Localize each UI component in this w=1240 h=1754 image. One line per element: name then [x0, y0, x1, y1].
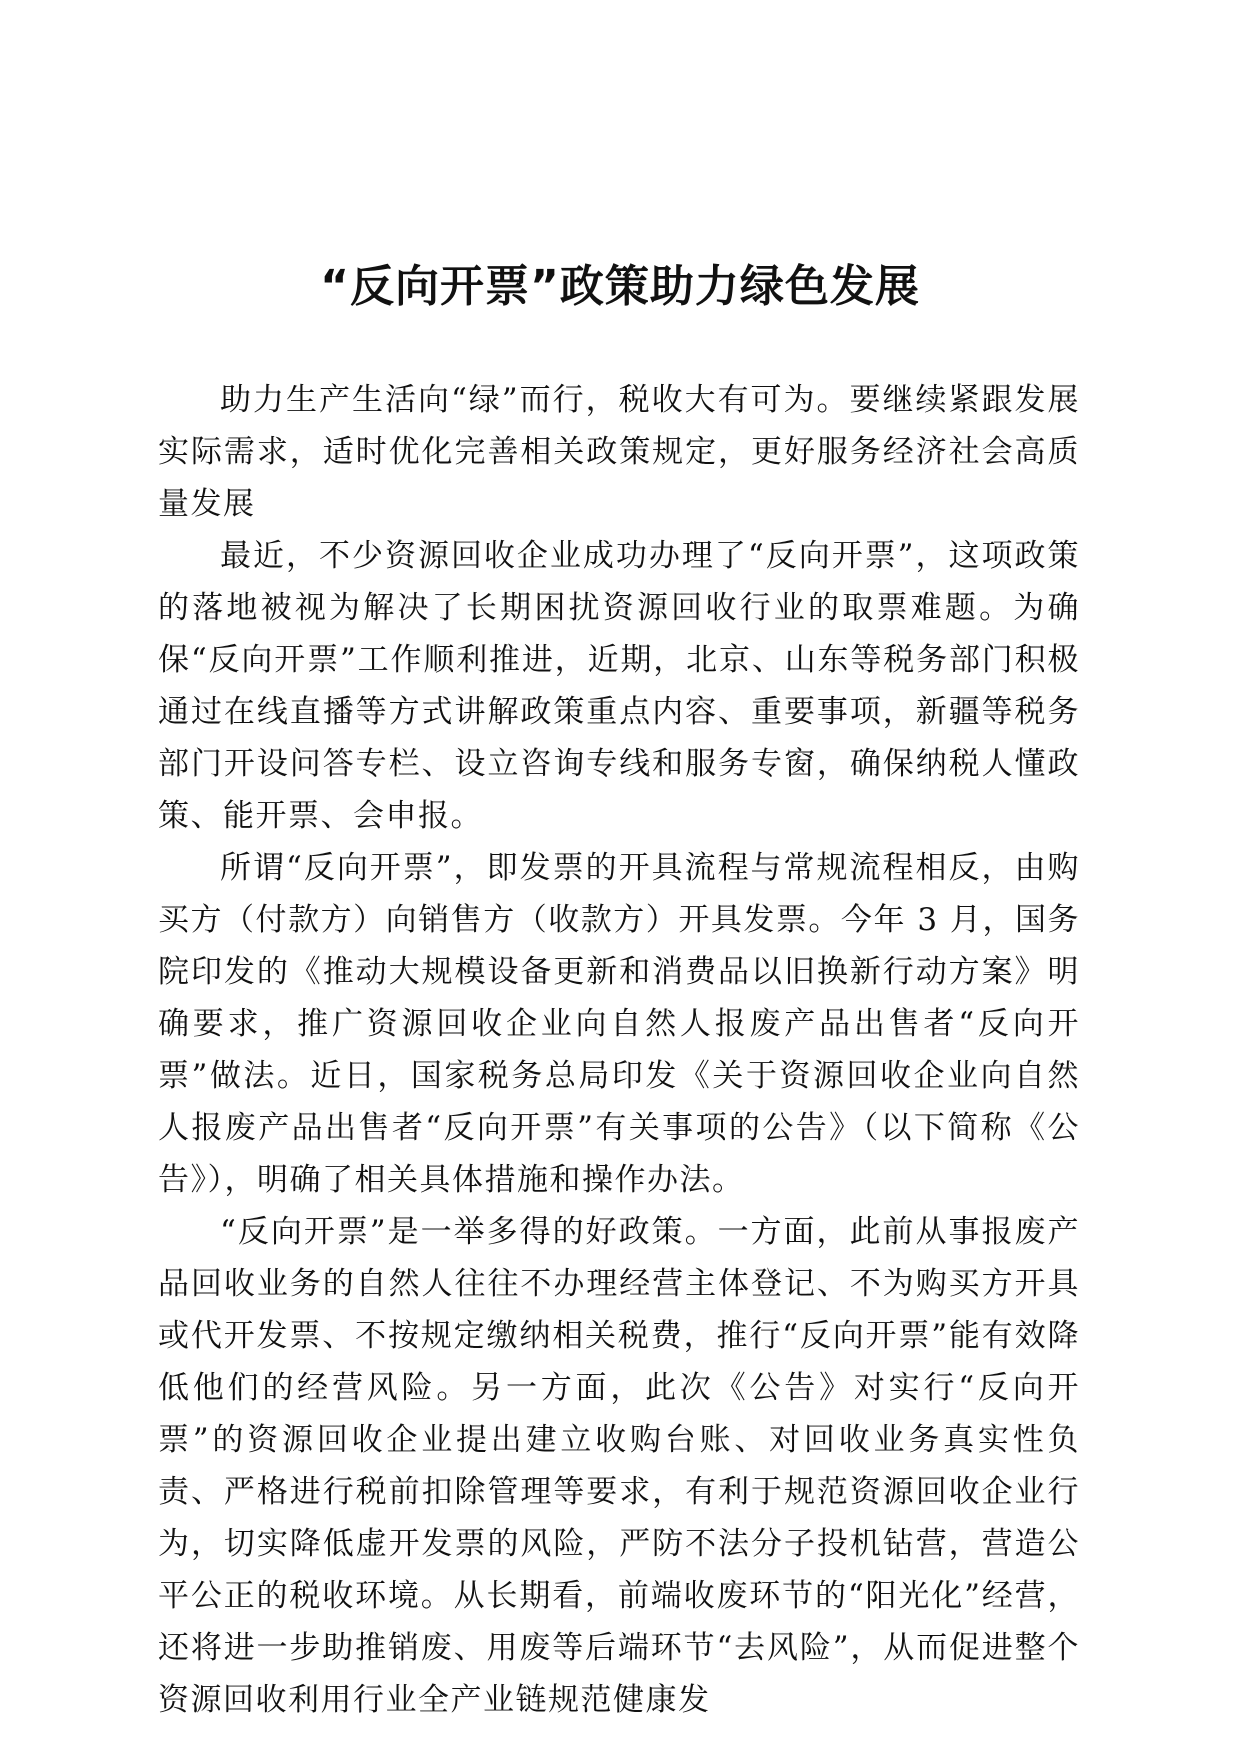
paragraph-1: 助力生产生活向“绿”而行，税收大有可为。要继续紧跟发展实际需求，适时优化完善相关政策规定，更好服务经济社会高质量发展 — [158, 382, 1080, 522]
document-body — [158, 374, 1080, 1726]
document-title: “反向开票”政策助力绿色发展 — [320, 261, 920, 312]
paragraph-3: 所谓“反向开票”，即发票的开具流程与常规流程相反，由购买方（付款方）向销售方（收款方）开具发票。今年 3 月，国务院印发的《推动大规模设备更新和消费品以旧换新行动方案》明确要求，推广资源回收企业向自然人报废产品出售者“反向开票”做法。近日，国家税务总局印发《关于资源回收企业向自然人报废产品出售者“反向开票”有关事项的公告》（以下简称《公告》），明确了相关具体措施和操作办法。 — [158, 850, 1080, 1198]
paragraph-4: “反向开票”是一举多得的好政策。一方面，此前从事报废产品回收业务的自然人往往不办理经营主体登记、不为购买方开具或代开发票、不按规定缴纳相关税费，推行“反向开票”能有效降低他们的经营风险。另一方面，此次《公告》对实行“反向开票”的资源回收企业提出建立收购台账、对回收业务真实性负责、严格进行税前扣除管理等要求，有利于规范资源回收企业行为，切实降低虚开发票的风险，严防不法分子投机钻营，营造公平公正的税收环境。从长期看，前端收废环节的“阳光化”经营，还将进一步助推销废、用废等后端环节“去风险”，从而促进整个资源回收利用行业全产业链规范健康发 — [158, 1214, 1080, 1718]
paragraph-2: 最近，不少资源回收企业成功办理了“反向开票”，这项政策的落地被视为解决了长期困扰资源回收行业的取票难题。为确保“反向开票”工作顺利推进，近期，北京、山东等税务部门积极通过在线直播等方式讲解政策重点内容、重要事项，新疆等税务部门开设问答专栏、设立咨询专线和服务专窗，确保纳税人懂政策、能开票、会申报。 — [158, 538, 1080, 834]
